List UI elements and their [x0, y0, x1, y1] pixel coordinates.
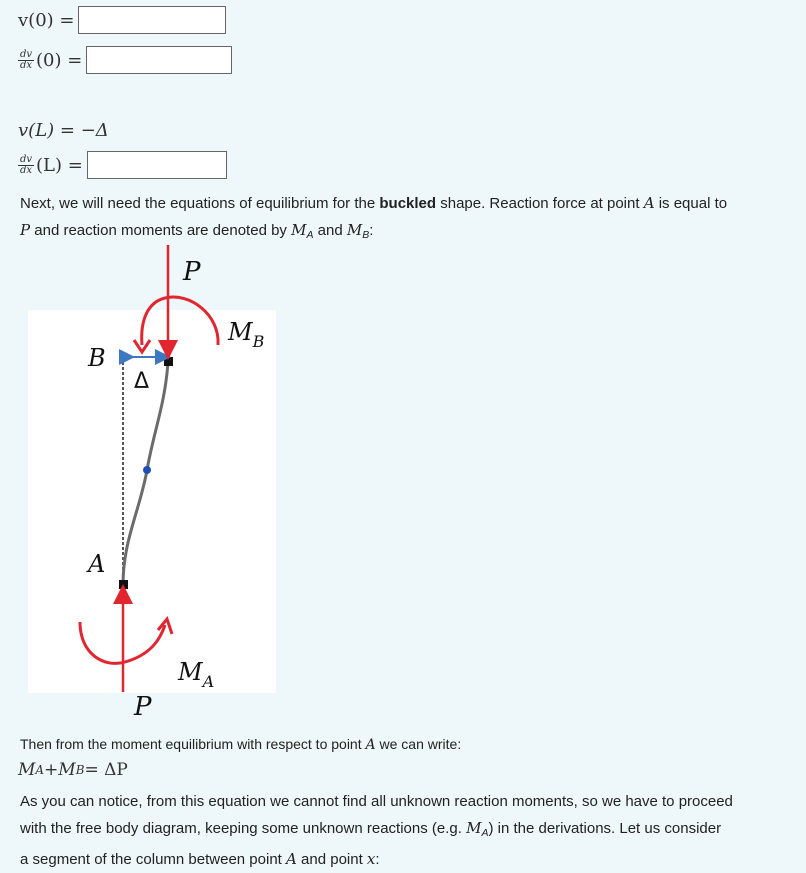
- free-body-paragraph: [20, 789, 733, 873]
- fbd-line-2: [20, 815, 733, 846]
- label-MA-main: M: [178, 658, 203, 686]
- bc-v0-label: v(0) =: [18, 9, 75, 31]
- label-bottom-P: P: [134, 692, 152, 722]
- intro-and: and: [313, 222, 347, 239]
- fbd-colon: :: [375, 851, 380, 869]
- fbd-line-3: [20, 846, 733, 873]
- fbd-text-3a: a segment of the column between point: [20, 851, 287, 869]
- intro-colon: :: [369, 222, 374, 239]
- fbd-text-3b: and point: [296, 851, 367, 869]
- figure-panel: [28, 310, 276, 693]
- intro-text-1c: is equal to: [654, 195, 728, 212]
- eq-plus: +: [44, 760, 59, 780]
- fbd-text-2a: with the free body diagram, keeping some unknown reactions (e.g.: [20, 820, 467, 837]
- equilibrium-equation: [18, 760, 128, 780]
- node-B: [164, 357, 173, 366]
- intro-MA-sub: A: [306, 229, 314, 242]
- after-point-A: A: [365, 737, 376, 753]
- label-top-P: P: [183, 257, 201, 287]
- node-A: [119, 580, 128, 589]
- intro-bold-buckled: buckled: [379, 195, 437, 212]
- fbd-point-A: A: [286, 850, 297, 869]
- eq-rhs: = ΔP: [84, 760, 128, 780]
- intro-text-1b: shape. Reaction force at point: [436, 195, 644, 212]
- frac-numerator: dv: [19, 48, 33, 60]
- bc-dv0-label: (0) =: [36, 49, 83, 71]
- eq-MB-sub: B: [75, 763, 85, 777]
- intro-text-2a: and reaction moments are denoted by: [30, 222, 292, 239]
- intro-MB-sub: B: [362, 229, 370, 242]
- label-B: B: [88, 344, 106, 372]
- fbd-line-1: As you can notice, from this equation we cannot find all unknown reaction moments, so we have to proceed: [20, 793, 733, 810]
- label-delta: Δ: [134, 369, 150, 394]
- moment-equilibrium-line: [20, 731, 461, 758]
- frac-denominator: dx: [19, 59, 33, 71]
- intro-text-1a: Next, we will need the equations of equilibrium for the: [20, 195, 380, 212]
- eq-MB: M: [58, 760, 76, 780]
- intro-point-A: A: [643, 194, 655, 212]
- eq-MA: M: [18, 760, 36, 780]
- bc-dvL-label: (L) =: [36, 154, 83, 176]
- after-text-1b: we can write:: [375, 736, 462, 752]
- intro-MA: M: [291, 221, 307, 239]
- label-MB-main: M: [228, 318, 253, 346]
- label-MA-sub: A: [202, 672, 215, 691]
- fbd-text-2b: ) in the derivations. Let us consider: [488, 820, 722, 837]
- intro-P: P: [20, 221, 31, 239]
- frac-denominator-L: dx: [19, 164, 33, 176]
- intro-MB: M: [346, 221, 363, 239]
- label-MB-sub: B: [252, 332, 265, 351]
- frac-numerator-L: dv: [19, 153, 33, 165]
- fbd-MA: M: [466, 819, 482, 837]
- eq-MA-sub: A: [35, 763, 45, 777]
- bc-vL-expression: v(L) = −Δ: [18, 120, 109, 141]
- inflection-point: [143, 466, 151, 474]
- fbd-point-x: x: [366, 850, 376, 869]
- fbd-MA-sub: A: [481, 827, 489, 840]
- label-A: A: [88, 550, 106, 578]
- after-text-1a: Then from the moment equilibrium with respect to point: [20, 736, 366, 752]
